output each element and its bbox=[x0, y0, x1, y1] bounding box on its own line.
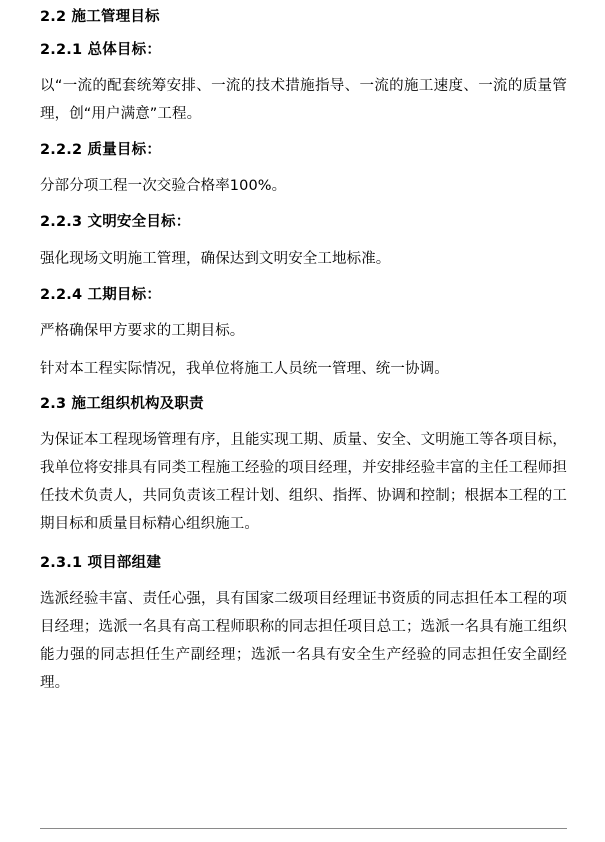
section-heading-2-2-4: 2.2.4 工期目标： bbox=[40, 286, 162, 303]
section-heading-2-2-1: 2.2.1 总体目标： bbox=[40, 41, 162, 58]
paragraph-safety-goal: 强化现场文明施工管理，确保达到文明安全工地标准。 bbox=[40, 250, 391, 267]
paragraph-schedule-note: 针对本工程实际情况，我单位将施工人员统一管理、统一协调。 bbox=[40, 360, 449, 377]
paragraph-quality-goal: 分部分项工程一次交验合格率100%。 bbox=[40, 178, 287, 195]
section-heading-2-3-1: 2.3.1 项目部组建 bbox=[40, 554, 162, 571]
paragraph-overall-goal: 以“一流的配套统筹安排、一流的技术措施指导、一流的施工速度、一流的质量管理，创“用户满意”工程。 bbox=[40, 78, 567, 122]
section-heading-2-3: 2.3 施工组织机构及职责 bbox=[40, 395, 204, 412]
section-heading-2-2: 2.2 施工管理目标 bbox=[40, 9, 160, 25]
paragraph-team-setup: 选派经验丰富、责任心强，具有国家二级项目经理证书资质的同志担任本工程的项目经理；选派一名具有高工程师职称的同志担任项目总工；选派一名具有施工组织能力强的同志担任生产副经理；选派一名具有安全生产经验的同志担任安全副经理。 bbox=[40, 591, 567, 691]
paragraph-schedule-goal: 严格确保甲方要求的工期目标。 bbox=[40, 323, 245, 340]
section-heading-2-2-3: 2.2.3 文明安全目标： bbox=[40, 214, 191, 231]
paragraph-org-duty: 为保证本工程现场管理有序，且能实现工期、质量、安全、文明施工等各项目标，我单位将安排具有同类工程施工经验的项目经理，并安排经验丰富的主任工程师担任技术负责人，共同负责该工程计划、组织、指挥、协调和控制；根据本工程的工期目标和质量目标精心组织施工。 bbox=[40, 432, 567, 532]
footer-divider bbox=[40, 828, 567, 829]
section-heading-2-2-2: 2.2.2 质量目标： bbox=[40, 141, 162, 158]
